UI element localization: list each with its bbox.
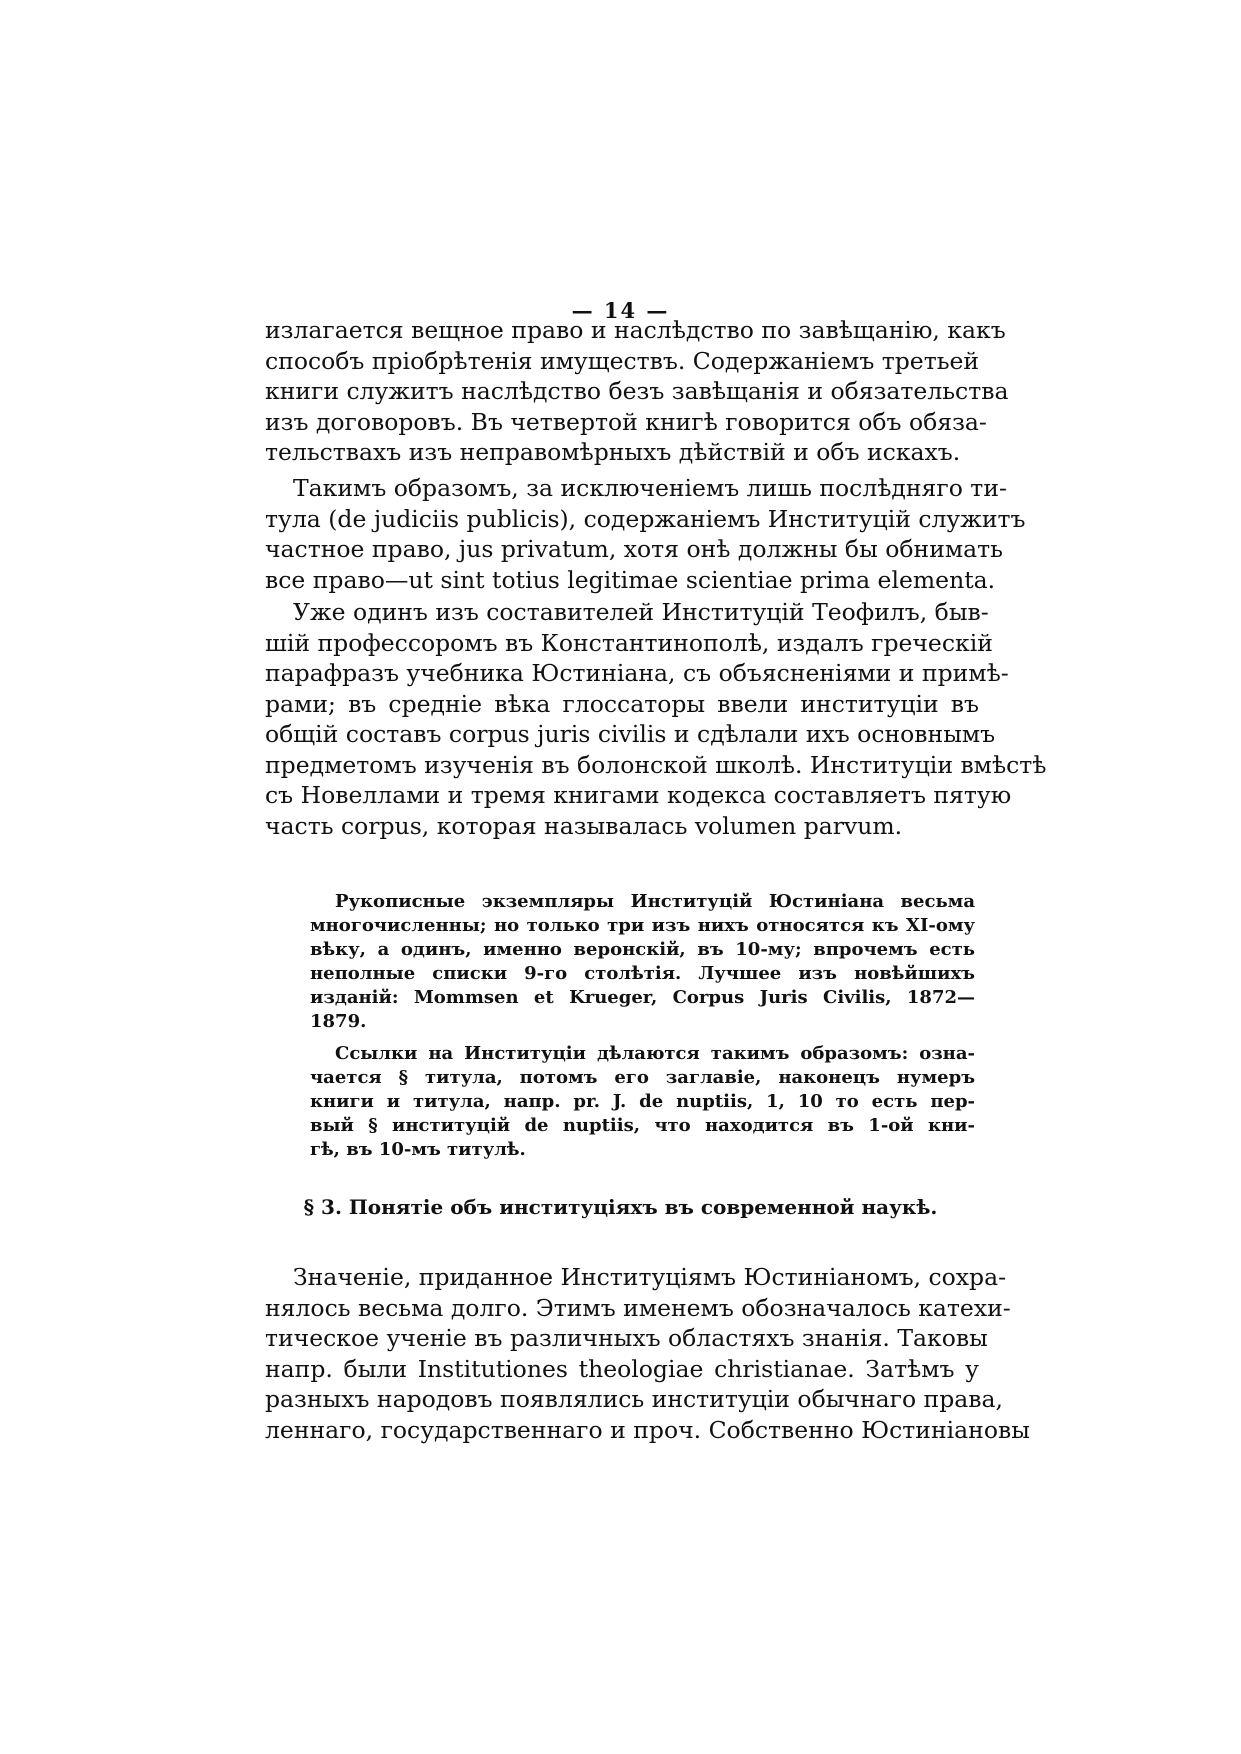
- text-line: книги служитъ наслѣдство безъ завѣщанія и обязательства: [265, 377, 1009, 405]
- text-line: тическое ученіе въ различныхъ областяхъ знанія. Таковы: [265, 1324, 988, 1352]
- text-line: излагается вещное право и наслѣдство по завѣщанію, какъ: [265, 316, 1006, 344]
- text-line: частное право, jus privatum, хотя онѣ должны бы обнимать: [265, 535, 1003, 563]
- text-line: съ Новеллами и тремя книгами кодекса составляетъ пятую: [265, 781, 1012, 809]
- text-line: рами; въ средніе вѣка глоссаторы ввели институціи въ: [265, 689, 979, 718]
- paragraph-1: [265, 315, 1009, 468]
- text-line: изъ договоровъ. Въ четвертой книгѣ говорится объ обяза-: [265, 407, 987, 436]
- section-heading: § 3. Понятіе объ институціяхъ въ современной наукѣ.: [303, 1195, 938, 1219]
- note-line: неполные списки 9-го столѣтія. Лучшее изъ новѣйшихъ: [310, 963, 975, 984]
- text-line: Уже одинъ изъ составителей Институцій Теофилъ, быв-: [293, 598, 989, 626]
- note-line: чается § титула, потомъ его заглавіе, наконецъ нумеръ: [310, 1067, 975, 1088]
- text-line: парафразъ учебника Юстиніана, съ объясненіями и примѣ-: [265, 659, 1009, 687]
- text-line: предметомъ изученія въ болонской школѣ. Институціи вмѣстѣ: [265, 750, 1047, 779]
- section-paragraph: [265, 1262, 1030, 1445]
- text-line: напр. были Institutiones theologiae christianae. Затѣмъ у: [265, 1354, 979, 1383]
- text-line: разныхъ народовъ появлялись институціи обычнаго права,: [265, 1385, 1003, 1413]
- text-line: тельствахъ изъ неправомѣрныхъ дѣйствій и объ искахъ.: [265, 438, 961, 466]
- note-line: 1879.: [310, 1011, 367, 1032]
- note-line: Рукописные экземпляры Институцій Юстиніана весьма: [335, 891, 975, 912]
- note-line: вый § институцій de nuptiis, что находится въ 1-ой кни-: [310, 1115, 975, 1136]
- text-line: тула (de judiciis publicis), содержаніемъ Институцій служитъ: [265, 504, 1026, 533]
- text-line: способъ пріобрѣтенія имуществъ. Содержаніемъ третьей: [265, 346, 980, 375]
- footnote-1: [310, 890, 975, 1034]
- text-line: Значеніе, приданное Институціямъ Юстиніаномъ, сохра-: [293, 1263, 1007, 1291]
- text-line: Такимъ образомъ, за исключеніемъ лишь послѣдняго ти-: [293, 474, 1007, 502]
- note-line: вѣку, а одинъ, именно веронскій, въ 10-му; впрочемъ есть: [310, 939, 975, 960]
- text-line: часть corpus, которая называлась volumen parvum.: [265, 811, 903, 840]
- page-number: — 14 —: [571, 298, 670, 323]
- note-line: гѣ, въ 10-мъ титулѣ.: [310, 1139, 526, 1160]
- paragraph-3: [265, 597, 1047, 841]
- footnote-2: [310, 1042, 975, 1162]
- text-line: леннаго, государственнаго и проч. Собственно Юстиніановы: [265, 1415, 1030, 1444]
- note-line: многочисленны; но только три изъ нихъ относятся къ XI-ому: [310, 915, 975, 936]
- note-line: изданій: Mommsen et Krueger, Corpus Juris Civilis, 1872—: [310, 987, 975, 1008]
- note-line: книги и титула, напр. pr. J. de nuptiis, 1, 10 то есть пер-: [310, 1091, 975, 1112]
- text-line: шій профессоромъ въ Константинополѣ, издалъ греческій: [265, 628, 993, 657]
- note-line: Ссылки на Институціи дѣлаются такимъ образомъ: озна-: [335, 1043, 975, 1064]
- text-line: нялось весьма долго. Этимъ именемъ обозначалось катехи-: [265, 1293, 1011, 1322]
- paragraph-2: [265, 473, 1026, 595]
- text-line: общій составъ corpus juris civilis и сдѣлали ихъ основнымъ: [265, 720, 996, 748]
- text-line: все право—ut sint totius legitimae scientiae prima elementa.: [265, 565, 996, 594]
